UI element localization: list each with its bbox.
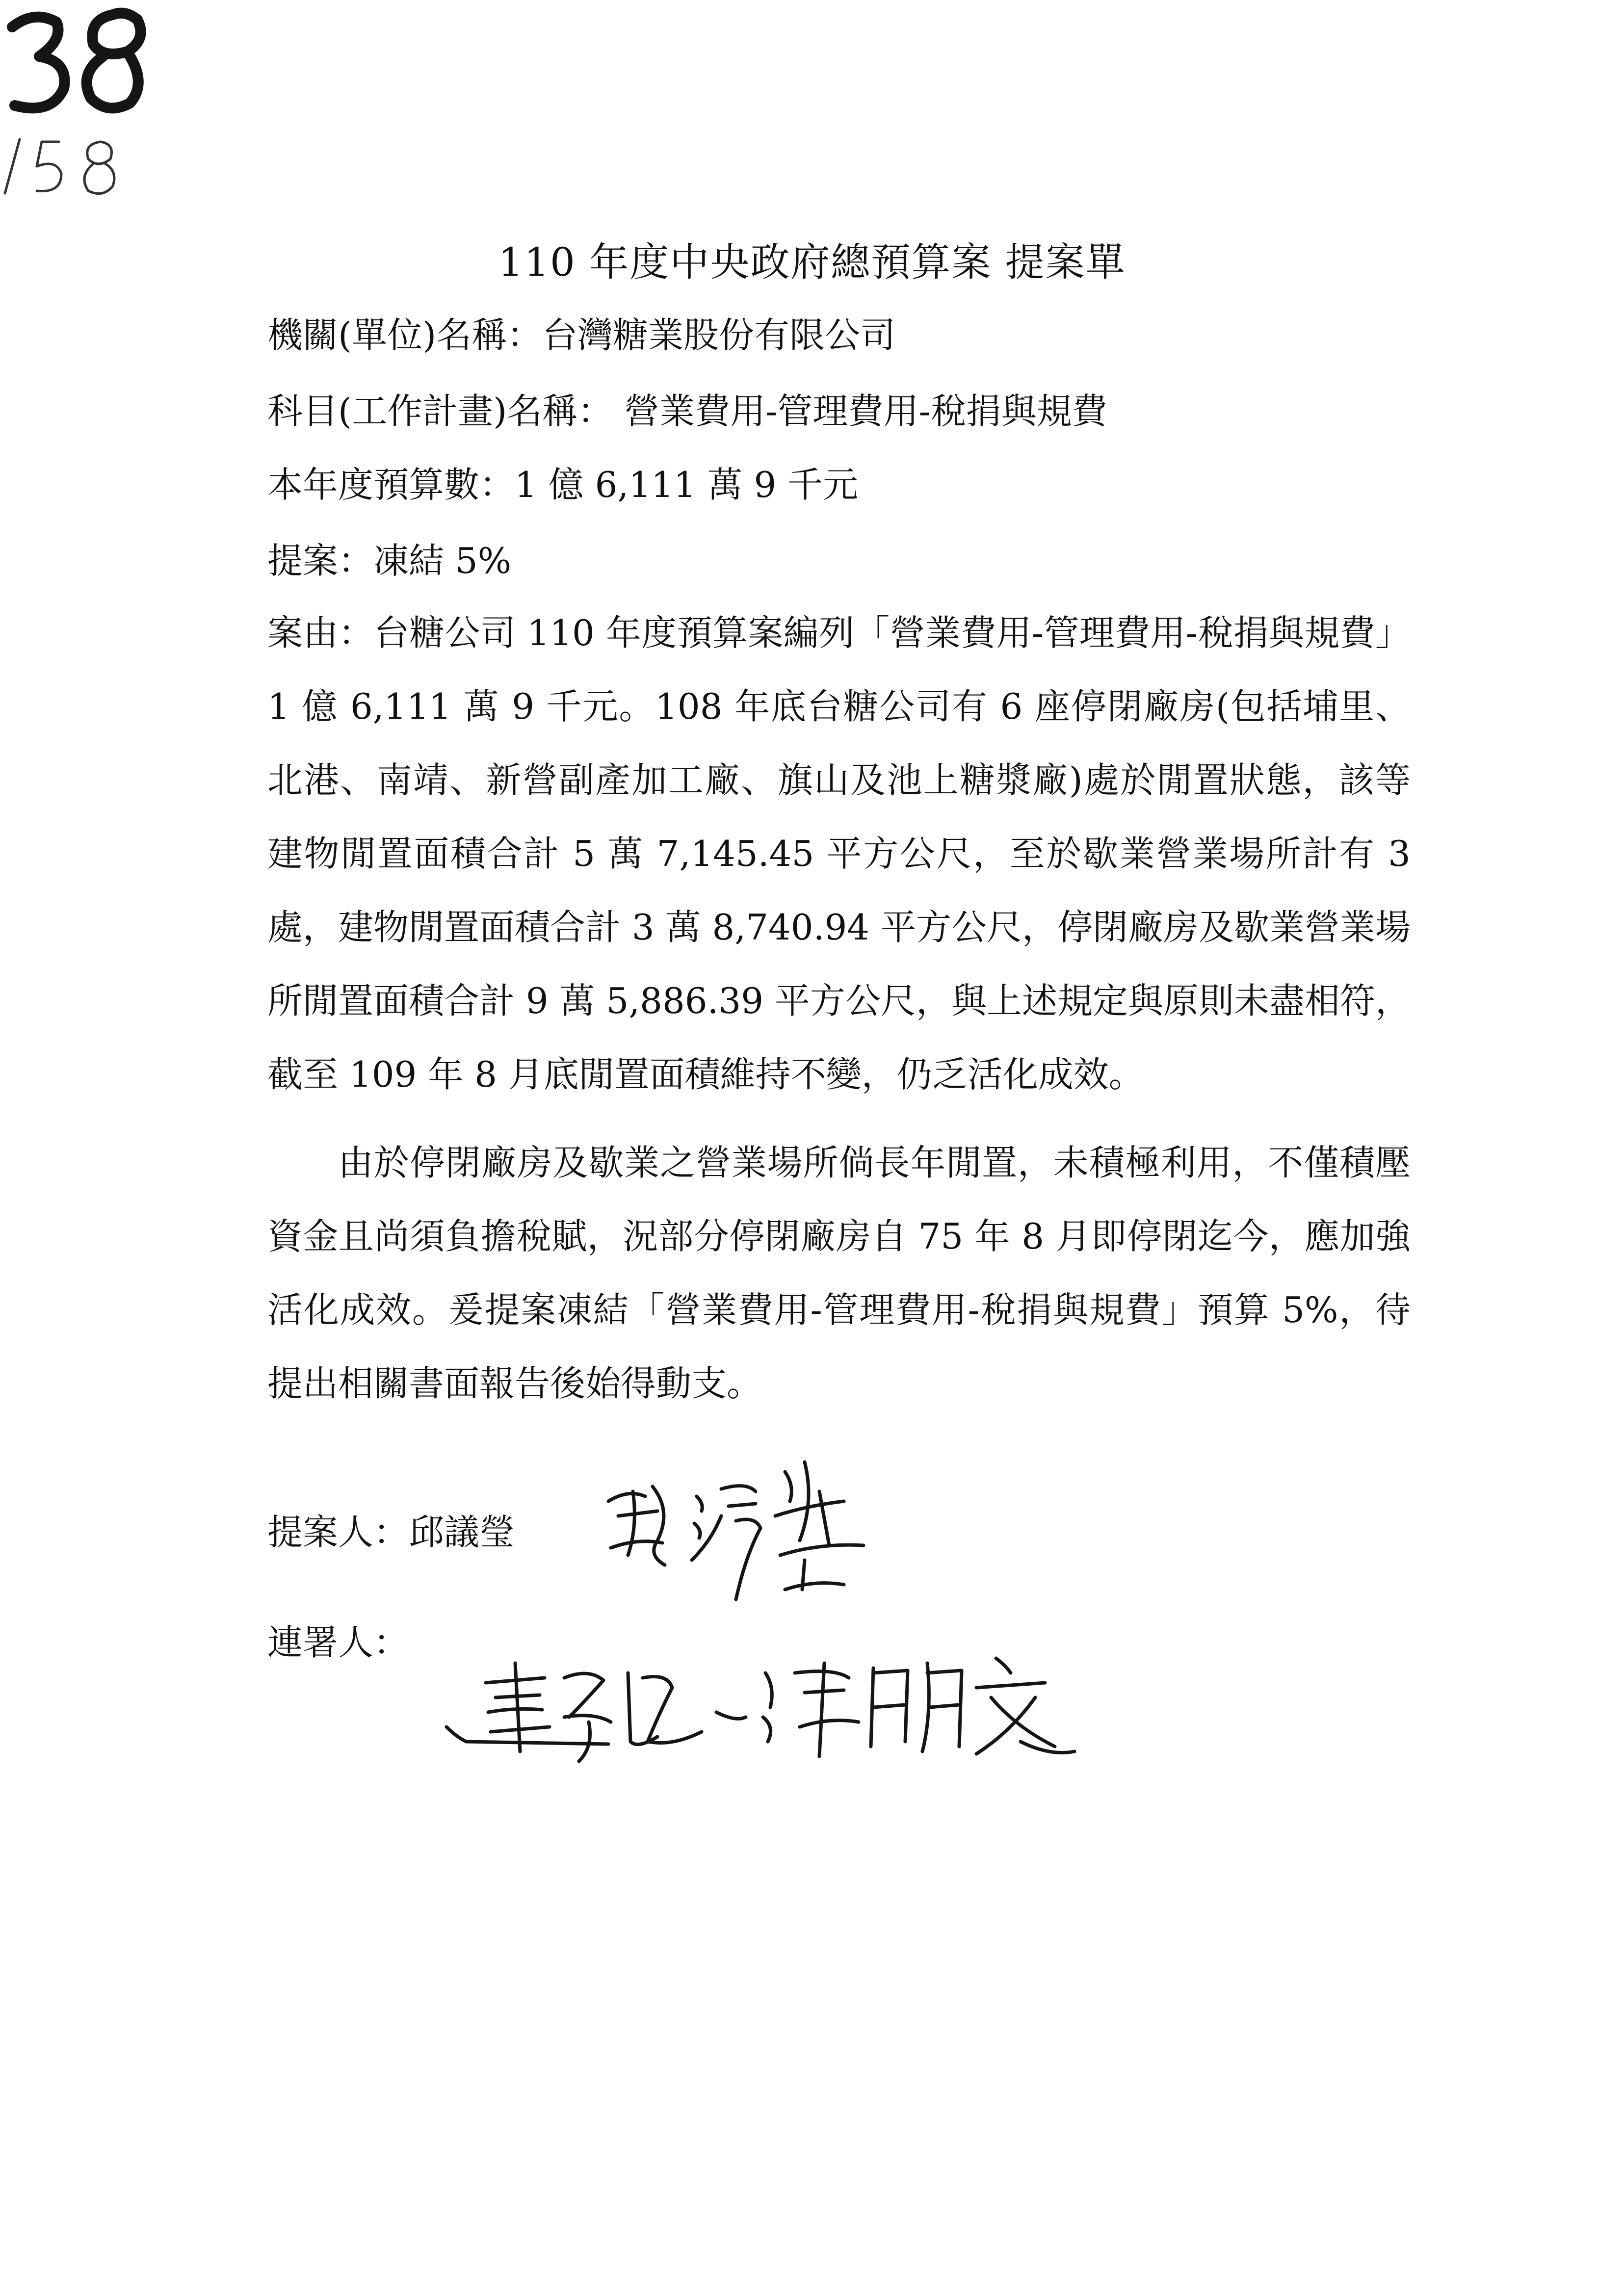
subject-line: 科目(工作計畫)名稱： 營業費用-管理費用-稅捐與規費 <box>267 391 1107 432</box>
proposer-label: 提案人：邱議瑩 <box>267 1512 515 1553</box>
agency-line: 機關(單位)名稱：台灣糖業股份有限公司 <box>267 314 896 356</box>
proposal-line: 提案：凍結 5% <box>267 540 512 581</box>
handwritten-number-drawing <box>0 0 157 128</box>
reason-paragraph-2: 由於停閉廠房及歇業之營業場所倘長年閒置，未積極利用，不僅積壓資金且尚須負擔稅賦，況部分停閉廠房自 75 年 8 月即停閉迄今，應加強活化成效。爰提案凍結「營業費用-管理費用-稅捐與規費」預算 5%，待提出相關書面報告後始得動支。 <box>267 1142 1411 1404</box>
proposer-signature-drawing <box>599 1442 893 1609</box>
budget-line: 本年度預算數：1 億 6,111 萬 9 千元 <box>267 464 859 505</box>
cosigner-signature-drawing <box>442 1644 1079 1771</box>
handwritten-number <box>0 0 1624 130</box>
page-number <box>0 130 1624 205</box>
page-number-drawing <box>0 130 132 203</box>
reason-paragraph-1: 案由：台糖公司 110 年度預算案編列「營業費用-管理費用-稅捐與規費」1 億 6,111 萬 9 千元。108 年底台糖公司有 6 座停閉廠房(包括埔里、北港、南靖、新營副產加工廠、旗山及池上糖漿廠)處於閒置狀態，該等建物閒置面積合計 5 萬 7,145.45 平方公尺，至於歇業營業場所計有 3 處，建物閒置面積合計 3 萬 8,740.94 平方公尺，停閉廠房及歇業營業場所閒置面積合計 9 萬 5,886.39 平方公尺，與上述規定與原則未盡相符，截至 109 年 8 月底閒置面積維持不變，仍乏活化成效。 <box>267 612 1411 1095</box>
cosigner-label: 連署人： <box>267 1622 409 1663</box>
reason-body <box>267 596 1411 1420</box>
document-title: 110 年度中央政府總預算案 提案單 <box>498 239 1126 285</box>
